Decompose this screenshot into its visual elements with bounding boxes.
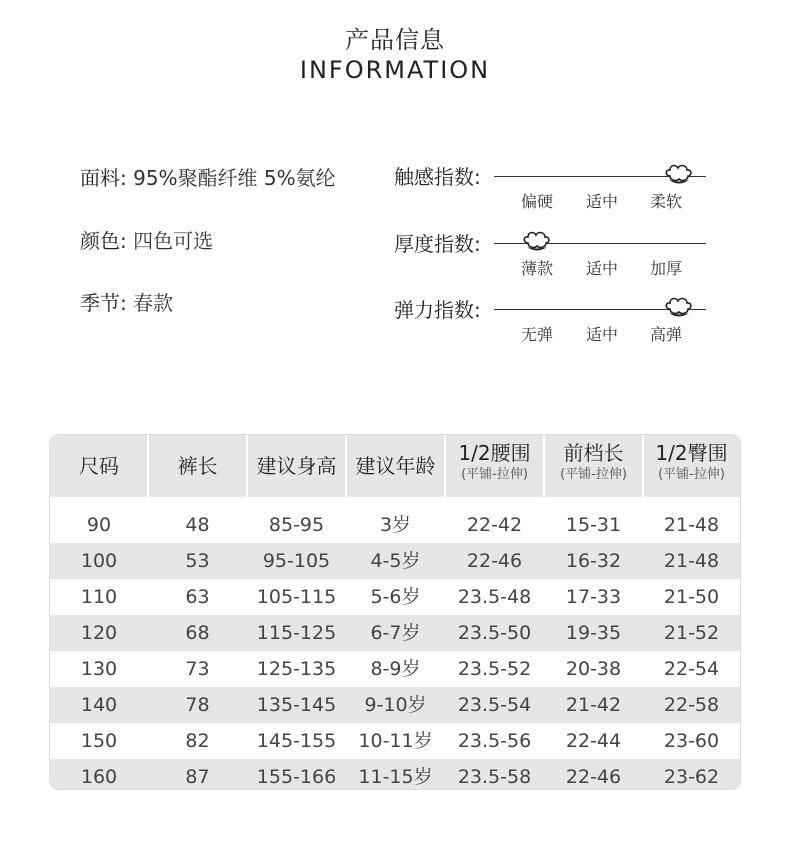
table-cell: 21-48: [663, 550, 720, 572]
table-row: [50, 579, 740, 615]
table-row: [50, 687, 740, 723]
table-row: [50, 723, 740, 759]
table-cell: 21-48: [663, 514, 720, 536]
column-header-note: (平铺-拉伸): [560, 467, 627, 482]
table-cell: 100: [80, 550, 118, 572]
table-cell: 90: [86, 514, 112, 536]
table-cell: 23-62: [663, 766, 720, 788]
table-cell: 23.5-54: [457, 694, 532, 716]
column-divider: [246, 435, 248, 497]
table-cell: 63: [185, 586, 210, 608]
index-thickness-tick-low: 薄款: [520, 259, 553, 278]
table-cell: 23.5-58: [457, 766, 532, 788]
table-cell: 68: [185, 622, 210, 644]
table-cell: 17-33: [565, 586, 622, 608]
table-cell: 11-15岁: [358, 766, 433, 788]
column-divider: [147, 435, 149, 497]
column-header: [50, 435, 148, 497]
table-cell: 16-32: [565, 550, 622, 572]
column-header-label: 1/2腰围: [458, 441, 531, 465]
index-elasticity-tick-mid: 适中: [585, 325, 618, 344]
table-row: [50, 759, 740, 790]
index-touch-tick-high: 柔软: [649, 192, 682, 211]
column-header-label: 前档长: [563, 441, 624, 465]
index-touch-tick-mid: 适中: [585, 192, 618, 211]
table-cell: 120: [80, 622, 118, 644]
table-cell: 8-9岁: [370, 658, 421, 680]
column-header-label: 尺码: [79, 454, 119, 478]
table-cell: 21-52: [663, 622, 720, 644]
table-cell: 20-38: [565, 658, 622, 680]
column-divider: [444, 435, 446, 497]
index-touch-label: 触感指数:: [394, 165, 481, 189]
spec-fabric-value: 95%聚酯纤维 5%氨纶: [133, 166, 336, 190]
index-elasticity: [394, 294, 714, 344]
table-row: [50, 651, 740, 687]
column-header-label: 裤长: [177, 454, 218, 478]
spec-fabric: [80, 162, 336, 191]
index-elasticity-tick-low: 无弹: [520, 325, 553, 344]
table-cell: 145-155: [256, 730, 337, 752]
table-cell: 22-46: [466, 550, 523, 572]
page-subtitle: INFORMATION: [299, 56, 491, 84]
table-cell: 87: [185, 766, 210, 788]
table-cell: 48: [185, 514, 210, 536]
table-cell: 78: [185, 694, 210, 716]
column-header: [445, 435, 544, 497]
table-cell: 105-115: [256, 586, 337, 608]
table-cell: 19-35: [565, 622, 622, 644]
index-thickness-label: 厚度指数:: [394, 232, 481, 256]
table-cell: 160: [80, 766, 118, 788]
table-cell: 23.5-48: [457, 586, 532, 608]
column-header-label: 建议年龄: [355, 454, 436, 478]
column-header: [346, 435, 445, 497]
table-cell: 3岁: [379, 514, 412, 536]
table-cell: 115-125: [256, 622, 337, 644]
table-cell: 22-42: [466, 514, 523, 536]
table-cell: 135-145: [256, 694, 337, 716]
table-cell: 140: [80, 694, 118, 716]
table-cell: 4-5岁: [370, 550, 421, 572]
table-cell: 150: [80, 730, 118, 752]
table-cell: 10-11岁: [358, 730, 433, 752]
table-cell: 53: [185, 550, 210, 572]
spec-color: [80, 225, 213, 254]
column-header: [544, 435, 643, 497]
table-cell: 22-44: [565, 730, 622, 752]
table-cell: 5-6岁: [370, 586, 421, 608]
column-header: [643, 435, 740, 497]
table-cell: 21-50: [663, 586, 720, 608]
spec-season-key: 季节:: [80, 291, 127, 315]
table-cell: 73: [185, 658, 210, 680]
table-cell: 23.5-56: [457, 730, 532, 752]
size-table: [49, 434, 741, 790]
column-header-label: 1/2臀围: [655, 441, 728, 465]
index-touch-tick-low: 偏硬: [520, 192, 553, 211]
column-divider: [543, 435, 545, 497]
table-cell: 23.5-50: [457, 622, 532, 644]
table-cell: 6-7岁: [370, 622, 421, 644]
column-header-label: 建议身高: [256, 454, 337, 478]
column-divider: [642, 435, 644, 497]
spec-season-value: 春款: [133, 291, 174, 315]
cotton-flower-icon: [662, 296, 696, 320]
table-cell: 110: [80, 586, 118, 608]
table-cell: 95-105: [262, 550, 331, 572]
index-thickness-tick-high: 加厚: [649, 259, 682, 278]
index-elasticity-label: 弹力指数:: [394, 298, 481, 322]
cotton-flower-icon: [520, 230, 554, 254]
column-header-note: (平铺-拉伸): [658, 467, 725, 482]
table-row: [50, 543, 740, 579]
table-cell: 21-42: [565, 694, 622, 716]
table-row: [50, 507, 740, 543]
spec-color-key: 颜色:: [80, 229, 127, 253]
column-header: [247, 435, 346, 497]
table-cell: 130: [80, 658, 118, 680]
cotton-flower-icon: [662, 163, 696, 187]
table-cell: 9-10岁: [364, 694, 427, 716]
table-cell: 23.5-52: [457, 658, 532, 680]
spec-fabric-key: 面料:: [80, 166, 127, 190]
table-cell: 22-54: [663, 658, 720, 680]
table-cell: 125-135: [256, 658, 337, 680]
table-cell: 85-95: [268, 514, 325, 536]
column-header-note: (平铺-拉伸): [461, 467, 528, 482]
table-cell: 15-31: [565, 514, 622, 536]
index-elasticity-tick-high: 高弹: [649, 325, 682, 344]
spec-color-value: 四色可选: [133, 229, 214, 253]
table-cell: 82: [185, 730, 210, 752]
spec-season: [80, 287, 173, 316]
index-thickness-tick-mid: 适中: [585, 259, 618, 278]
index-thickness: [394, 228, 714, 278]
column-divider: [345, 435, 347, 497]
table-cell: 23-60: [663, 730, 720, 752]
table-cell: 22-46: [565, 766, 622, 788]
size-table-header: [50, 435, 740, 497]
page-title: 产品信息: [345, 26, 445, 54]
table-row: [50, 615, 740, 651]
index-touch: [394, 161, 714, 211]
table-cell: 22-58: [663, 694, 720, 716]
column-header: [148, 435, 247, 497]
table-cell: 155-166: [256, 766, 337, 788]
